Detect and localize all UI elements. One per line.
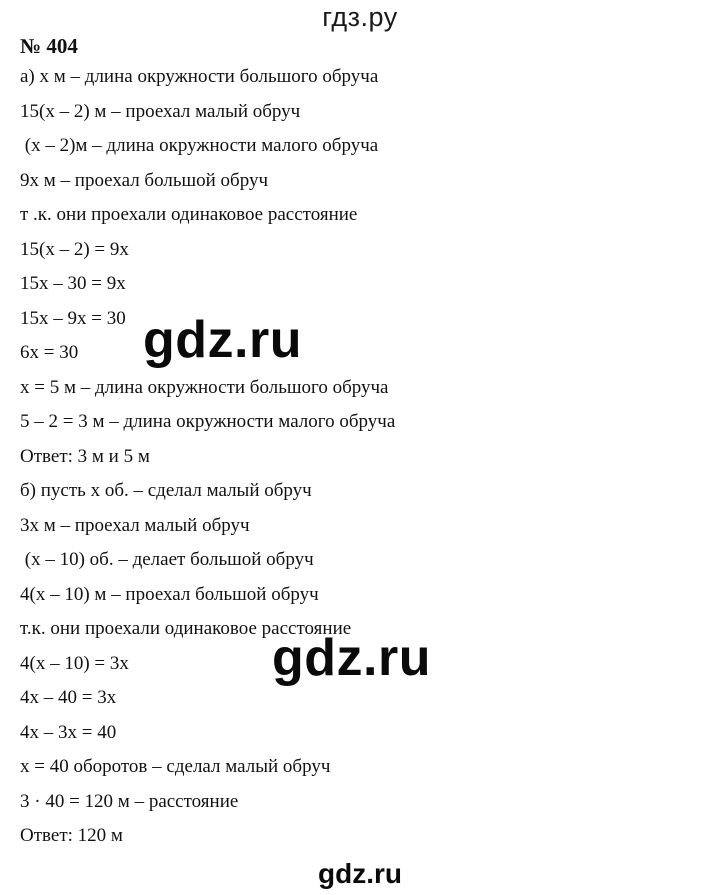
- solution-line: х = 5 м – длина окружности большого обруча: [20, 376, 389, 398]
- watermark-logo: gdz.ru: [143, 311, 302, 369]
- solution-line: 5 – 2 = 3 м – длина окружности малого обруча: [20, 411, 396, 432]
- solution-line: 15(х – 2) м – проехал малый обруч: [20, 100, 301, 122]
- solution-line: а) х м – длина окружности большого обруча: [20, 66, 379, 87]
- solution-line: (х – 10) об. – делает большой обруч: [20, 549, 314, 570]
- answer-line: Ответ: 3 м и 5 м: [20, 445, 150, 467]
- solution-line: 4х – 3х = 40: [20, 721, 117, 743]
- footer-watermark: gdz.ru: [318, 858, 402, 889]
- site-header-label: гдз.ру: [322, 2, 398, 32]
- answer-line: Ответ: 120 м: [20, 825, 123, 846]
- solution-line: 6х = 30: [20, 342, 79, 363]
- solution-line: 3х м – проехал малый обруч: [20, 514, 250, 536]
- watermark-logo: gdz.ru: [272, 629, 431, 687]
- solution-line: 4(х – 10) м – проехал большой обруч: [20, 583, 319, 605]
- problem-number: № 404: [20, 34, 78, 58]
- solution-line: 15х – 30 = 9х: [20, 273, 126, 294]
- solution-line: х = 40 оборотов – сделал малый обруч: [20, 756, 331, 777]
- solution-line: 4(х – 10) = 3х: [20, 652, 129, 674]
- solution-text: [20, 60, 700, 854]
- solution-line: т .к. они проехали одинаковое расстояние: [20, 204, 358, 225]
- solution-line: 3 · 40 = 120 м – расстояние: [20, 790, 239, 812]
- solution-line: (х – 2)м – длина окружности малого обруча: [20, 135, 379, 156]
- solution-line: 9х м – проехал большой обруч: [20, 169, 269, 191]
- solution-line: б) пусть х об. – сделал малый обруч: [20, 480, 312, 501]
- solution-line: 15(х – 2) = 9х: [20, 238, 129, 260]
- solution-line: 4х – 40 = 3х: [20, 687, 117, 708]
- solution-line: т.к. они проехали одинаковое расстояние: [20, 618, 352, 639]
- solution-line: 15х – 9х = 30: [20, 307, 126, 329]
